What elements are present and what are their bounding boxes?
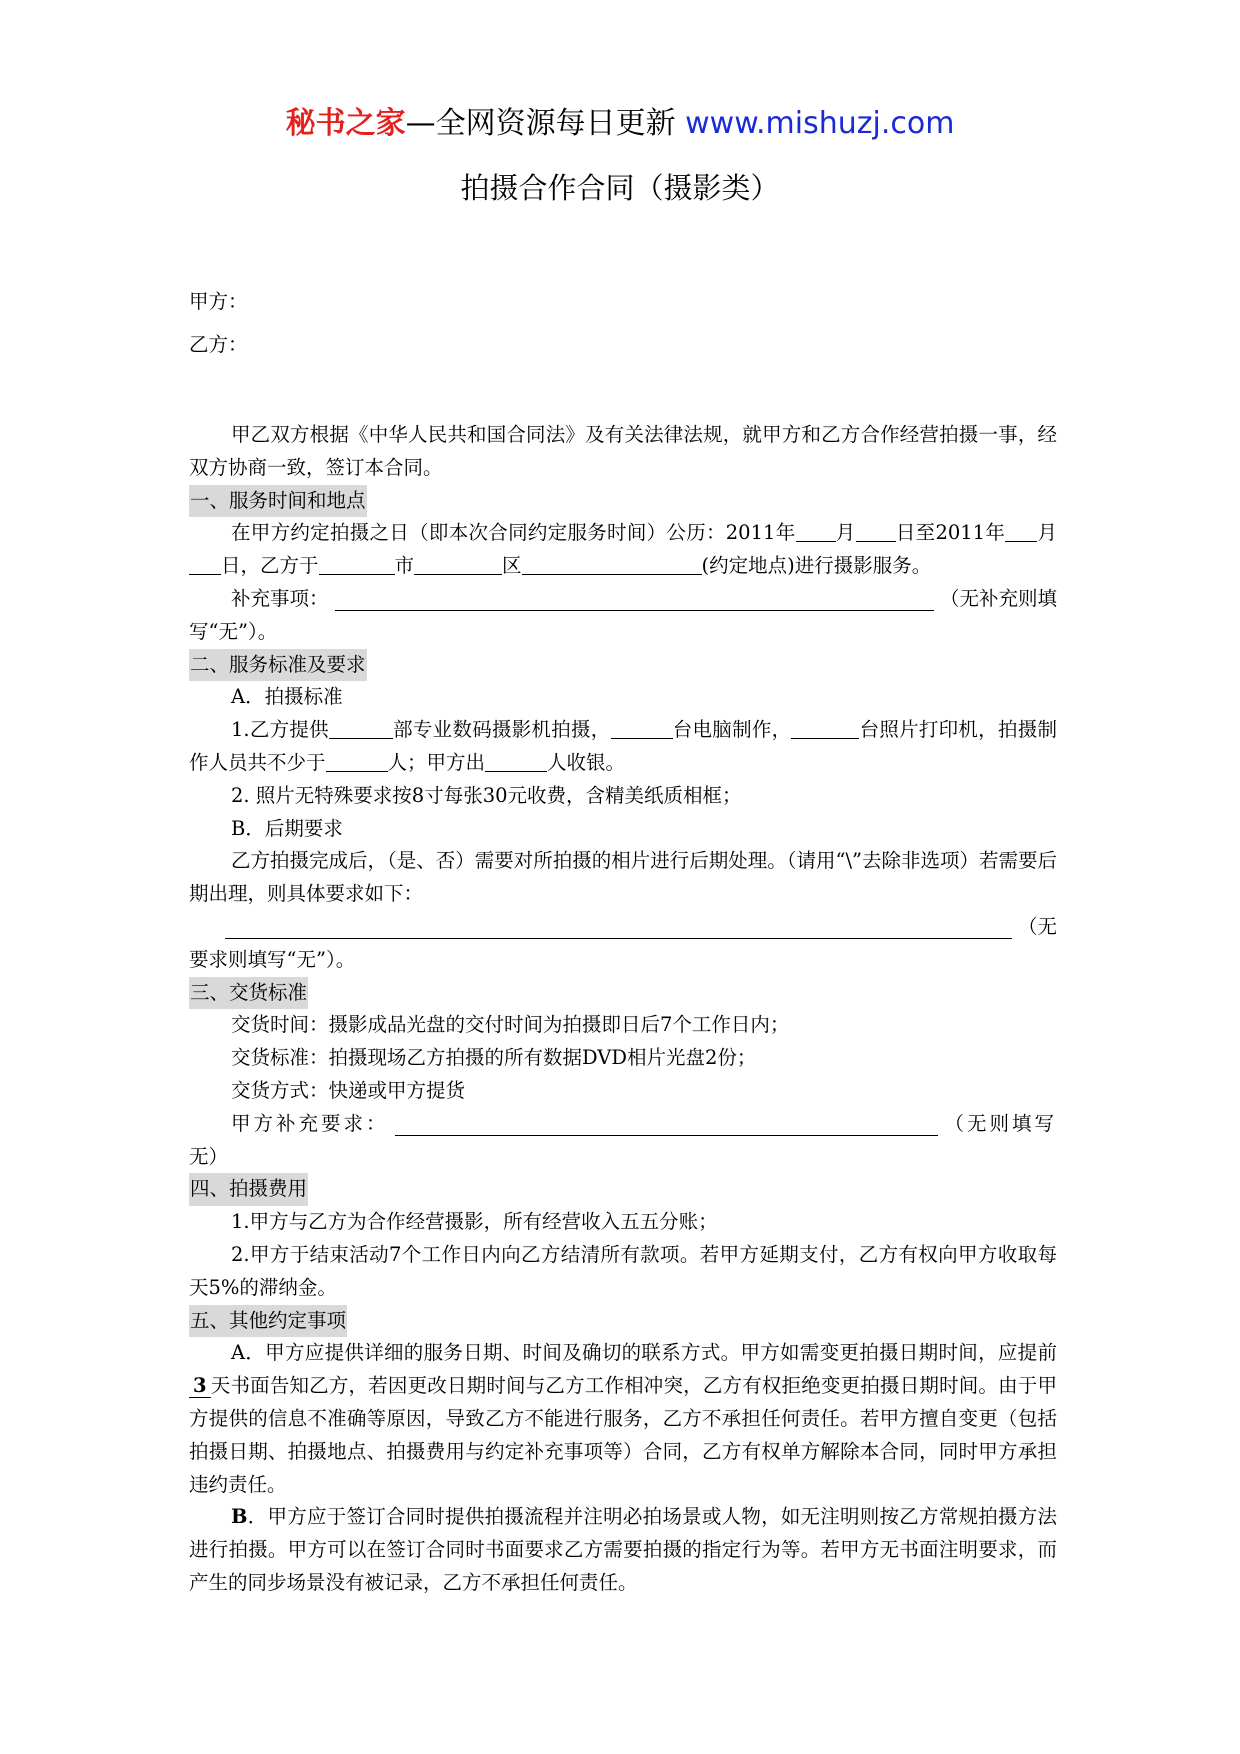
blank-camera-count[interactable] <box>329 714 393 739</box>
blank-extra-requirement[interactable] <box>395 1111 939 1136</box>
blank-month-start[interactable] <box>796 517 836 542</box>
subheading-b: B．后期要求 <box>231 816 343 840</box>
supplement-row <box>189 583 1057 616</box>
section-1-paragraph: 在甲方约定拍摄之日（即本次合同约定服务时间）公历：2011年 月 日至2011年 月日，乙方于 市 区 (约定地点)进行摄影服务。 <box>189 517 1057 583</box>
blank-city[interactable] <box>319 550 395 575</box>
blank-month-end[interactable] <box>1005 517 1037 542</box>
blank-day-start[interactable] <box>856 517 896 542</box>
extra-requirement-tail: （无则填写 <box>944 1111 1057 1135</box>
supplement-label: 补充事项： <box>231 586 329 610</box>
extra-requirement-end: 无） <box>189 1144 229 1168</box>
extra-requirement-row <box>189 1108 1057 1141</box>
blank-post-requirement[interactable] <box>225 914 1012 939</box>
section-5-heading: 五、其他约定事项 <box>189 1305 347 1338</box>
intro-paragraph: 甲乙双方根据《中华人民共和国合同法》及有关法律法规，就甲方和乙方合作经营拍摄一事，经双方协商一致，签订本合同。 <box>189 423 1057 479</box>
fee-item-2: 2.甲方于结束活动7个工作日内向乙方结清所有款项。若甲方延期支付，乙方有权向甲方收取每天5%的滞纳金。 <box>189 1242 1057 1299</box>
photo-price-line: 2. 照片无特殊要求按8寸每张30元收费，含精美纸质相框； <box>231 783 742 807</box>
post-requirement-row <box>189 911 1057 944</box>
blank-location[interactable] <box>522 550 702 575</box>
post-requirement-tail: （无 <box>1017 914 1057 938</box>
delivery-method: 交货方式：快递或甲方提货 <box>231 1078 466 1102</box>
blank-cashier-count[interactable] <box>485 747 547 772</box>
banner-slogan: —全网资源每日更新 <box>405 106 686 141</box>
contract-title: 拍摄合作合同（摄影类） <box>460 171 780 205</box>
post-requirement-end: 要求则填写“无”）。 <box>189 947 356 971</box>
blank-computer-count[interactable] <box>611 714 673 739</box>
party-a-label: 甲方： <box>189 290 248 313</box>
section-2-heading: 二、服务标准及要求 <box>189 649 367 682</box>
supplement-tail: （无补充则填 <box>939 586 1057 610</box>
delivery-time: 交货时间：摄影成品光盘的交付时间为拍摄即日后7个工作日内； <box>231 1013 790 1037</box>
blank-district[interactable] <box>414 550 502 575</box>
site-banner <box>0 102 1240 146</box>
section-4-heading: 四、拍摄费用 <box>189 1173 308 1206</box>
post-processing-paragraph: 乙方拍摄完成后，（是、否）需要对所拍摄的相片进行后期处理。（请用“\”去除非选项）若需要后期出理，则具体要求如下： <box>189 849 1058 906</box>
contract-body <box>189 286 1057 1600</box>
blank-printer-count[interactable] <box>791 714 859 739</box>
section-3-heading: 三、交货标准 <box>189 977 308 1010</box>
banner-brand: 秘书之家 <box>285 106 406 141</box>
clause-b: B．甲方应于签订合同时提供拍摄流程并注明必拍场景或人物，如无注明则按乙方常规拍摄方法进行拍摄。甲方可以在签订合同时书面要求乙方需要拍摄的指定行为等。若甲方无书面注明要求，而产生的同步场景没有被记录，乙方不承担任何责任。 <box>189 1505 1057 1594</box>
banner-url-link[interactable]: www.mishuzj.com <box>685 106 955 141</box>
subheading-a: A．拍摄标准 <box>231 685 343 709</box>
equipment-paragraph: 1.乙方提供 部专业数码摄影机拍摄， 台电脑制作， 台照片打印机，拍摄制作人员共不少于 人；甲方出 人收银。 <box>189 714 1057 780</box>
extra-requirement-label: 甲方补充要求： <box>231 1111 389 1135</box>
clause-a: A．甲方应提供详细的服务日期、时间及确切的联系方式。甲方如需变更拍摄日期时间，应提前3 天书面告知乙方，若因更改日期时间与乙方工作相冲突，乙方有权拒绝变更拍摄日期时间。由于甲方提供的信息不准确等原因，导致乙方不能进行服务，乙方不承担任何责任。若甲方擅自变更（包括拍摄日期、拍摄地点、拍摄费用与约定补充事项等）合同，乙方有权单方解除本合同，同时甲方承担违约责任。 <box>189 1341 1057 1496</box>
blank-day-end[interactable] <box>189 550 221 575</box>
blank-staff-count[interactable] <box>326 747 388 772</box>
section-1-heading: 一、服务时间和地点 <box>189 485 367 518</box>
fee-item-1: 1.甲方与乙方为合作经营摄影，所有经营收入五五分账； <box>231 1210 718 1234</box>
delivery-standard: 交货标准：拍摄现场乙方拍摄的所有数据DVD相片光盘2份； <box>231 1046 757 1070</box>
blank-supplement[interactable] <box>335 586 934 611</box>
notice-days-value: 3 <box>189 1374 211 1398</box>
party-b-label: 乙方： <box>189 333 248 356</box>
supplement-end: 写“无”）。 <box>189 619 278 643</box>
